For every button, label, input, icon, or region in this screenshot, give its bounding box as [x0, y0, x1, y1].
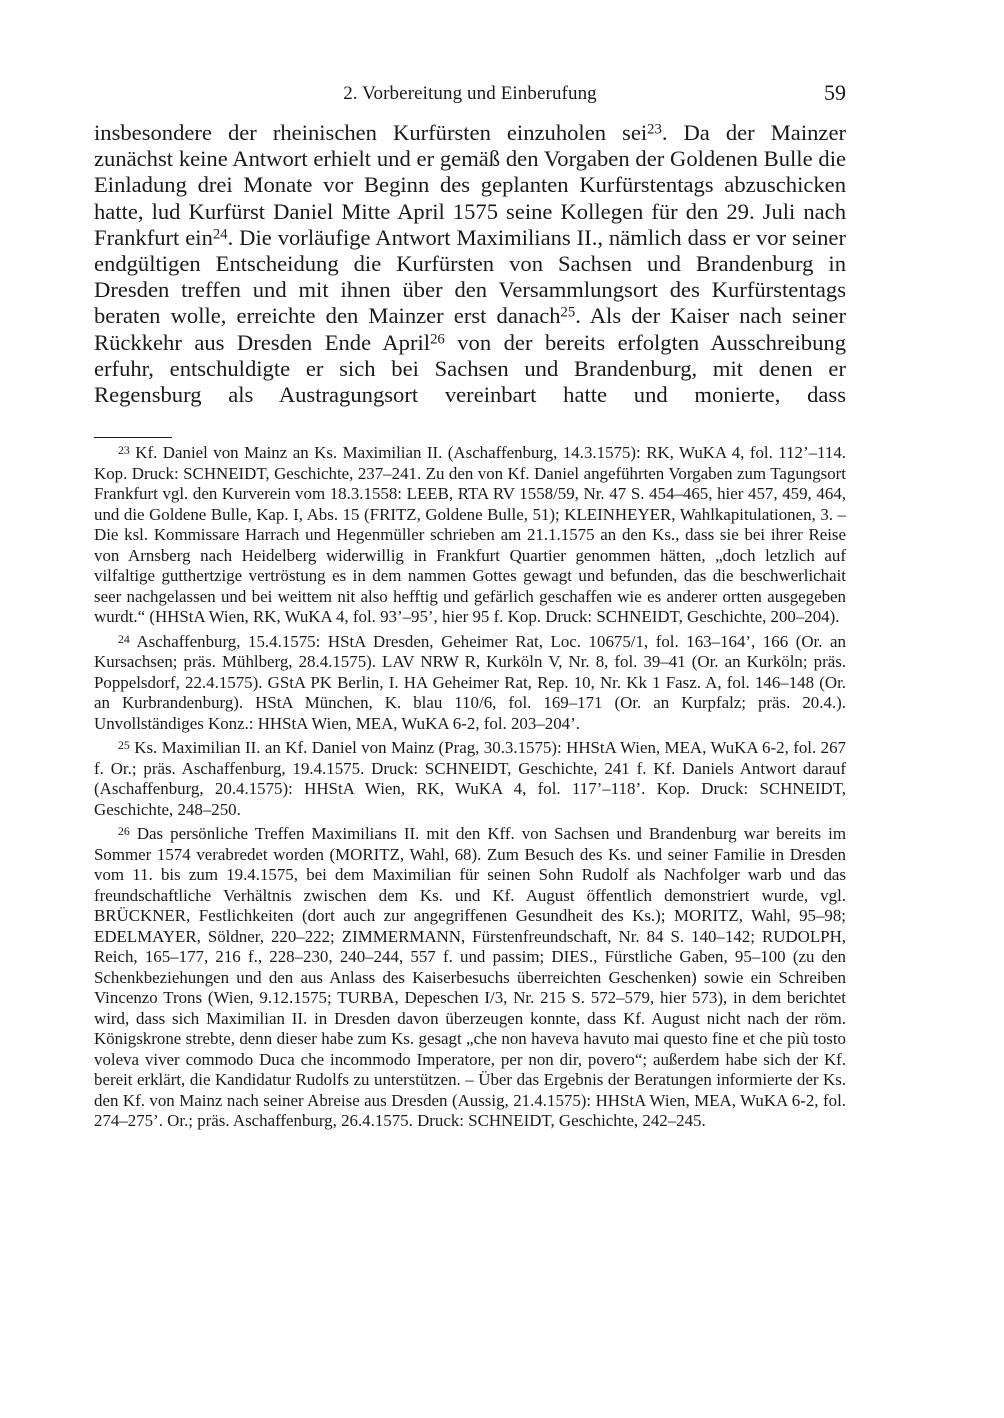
footnote-number: 26 [118, 823, 130, 838]
footnote-ref: 25 [560, 304, 576, 321]
footnote-ref: 23 [647, 121, 662, 138]
footnote [94, 738, 846, 820]
footnote-text: Das persönliche Treffen Maximilians II. mit den Kff. von Sachsen und Brandenburg war bereits im Sommer 1574 verabredet worden (MORITZ, Wahl, 68). Zum Besuch des Ks. und seiner Familie in Dresden vom 11. bis zum 19.4.1575, bei dem Maximilian für seinen Sohn Rudolf als Nachfolger warb und das freundschaftliche Verhältnis zwischen dem Ks. und Kf. August öffentlich demonstriert wurde, vgl. BRÜCKNER, Festlichkeiten (dort auch zur angegriffenen Gesundheit des Ks.); MORITZ, Wahl, 95–98; EDELMAYER, Söldner, 220–222; ZIMMERMANN, Fürstenfreundschaft, Nr. 84 S. 140–142; RUDOLPH, Reich, 165–177, 216 f., 228–230, 240–244, 557 f. und passim; DIES., Fürstliche Gaben, 95–100 (zu den Schenkbeziehungen und den aus Anlass des Kaiserbesuchs überreichten Geschenken) sowie ein Schreiben Vincenzo Trons (Wien, 9.12.1575; TURBA, Depeschen I/3, Nr. 215 S. 572–579, hier 573), in dem berichtet wird, dass sich Maximilian II. in Dresden davon überzeugen konnte, dass Kf. August nicht nach der röm. Königskrone strebte, denn dieser habe zum Ks. gesagt „che non haveva havuto mai questo fine et che più tosto voleva viver commodo Duca che incommodo Imperatore, per non dir, povero“; außerdem habe sich der Kf. bereit erklärt, die Kandidatur Rudolfs zu unterstützen. – Über das Ergebnis der Beratungen informierte der Ks. den Kf. von Mainz nach seiner Abreise aus Dresden (Aussig, 21.4.1575): HHStA Wien, MEA, WuKA 6-2, fol. 274–275’. Or.; präs. Aschaffenburg, 26.4.1575. Druck: SCHNEIDT, Geschichte, 242–245. [94, 824, 846, 1130]
footnote [94, 443, 846, 628]
footnote-text: Kf. Daniel von Mainz an Ks. Maximilian II. (Aschaffenburg, 14.3.1575): RK, WuKA 4, fol. 112’–114. Kop. Druck: SCHNEIDT, Geschichte, 237–241. Zu den von Kf. Daniel angeführten Vorgaben zum Tagungsort Frankfurt vgl. den Kurverein vom 18.3.1558: LEEB, RTA RV 1558/59, Nr. 47 S. 454–465, hier 457, 459, 464, und die Goldene Bulle, Kap. I, Abs. 15 (FRITZ, Goldene Bulle, 51); KLEINHEYER, Wahlkapitulationen, 3. – Die ksl. Kommissare Harrach und Hegenmüller schrieben am 21.1.1575 an den Ks., dass sie bei ihrer Reise von Arnsberg nach Heidelberg widerwillig in Frankfurt Quartier genommen hätten, „doch letzlich auf vilfaltige gutthertzige vertröstung es in dem nammen Gottes gewagt und befunden, das die beschwerlichait seer nachgelassen und bei weittem nit also hefftig und gefärlich geschaffen wie es anderer ortten ausgegeben wurdt.“ (HHStA Wien, RK, WuKA 4, fol. 93’–95’, hier 95 f. Kop. Druck: SCHNEIDT, Geschichte, 200–204). [94, 443, 846, 626]
footnote-text: Ks. Maximilian II. an Kf. Daniel von Mainz (Prag, 30.3.1575): HHStA Wien, MEA, WuKA 6-2, fol. 267 f. Or.; präs. Aschaffenburg, 19.4.1575. Druck: SCHNEIDT, Geschichte, 241 f. Kf. Daniels Antwort darauf (Aschaffenburg, 20.4.1575): HHStA Wien, RK, WuKA 4, fol. 117’–118’. Kop. Druck: SCHNEIDT, Geschichte, 248–250. [94, 738, 846, 819]
footnote-rule [94, 437, 172, 438]
running-header [94, 80, 846, 110]
footnote-ref: 26 [430, 331, 445, 348]
footnote [94, 632, 846, 735]
footnote [94, 824, 846, 1132]
running-title: 2. Vorbereitung und Einberufung [343, 83, 597, 104]
footnote-number: 23 [118, 442, 130, 457]
footnotes [94, 443, 846, 1136]
body-paragraph: insbesondere der rheinischen Kurfürsten einzuholen sei$^{23}$. Da der Mainzer zunächst keine Antwort erhielt und er gemäß den Vorgaben der Goldenen Bulle die Einladung drei Monate vor Beginn des geplanten Kurfürstentags abzuschicken hatte, lud Kurfürst Daniel Mitte April 1575 seine Kollegen für den 29. Juli nach Frankfurt ein$^{24}$. Die vorläufige Antwort Maximilians II., nämlich dass er vor seiner endgültigen Entscheidung die Kurfürsten von Sachsen und Brandenburg in Dresden treffen und mit ihnen über den Versammlungsort des Kurfürstentags beraten wolle, erreichte den Mainzer erst danach$^{25}$. Als der Kaiser nach seiner Rückkehr aus Dresden Ende April$^{26}$ von der bereits erfolgten Ausschreibung erfuhr, entschuldigte er sich bei Sachsen und Brandenburg, mit denen er Regensburg als Austragungsort vereinbart hatte und monierte, dass [94, 120, 846, 408]
page-number: 59 [824, 80, 846, 105]
footnote-number: 24 [118, 631, 130, 646]
footnote-text: Aschaffenburg, 15.4.1575: HStA Dresden, Geheimer Rat, Loc. 10675/1, fol. 163–164’, 166 (Or. an Kursachsen; präs. Mühlberg, 28.4.1575). LAV NRW R, Kurköln V, Nr. 8, fol. 39–41 (Or. an Kurköln; präs. Poppelsdorf, 22.4.1575). GStA PK Berlin, I. HA Geheimer Rat, Rep. 10, Nr. Kk 1 Fasz. A, fol. 146–148 (Or. an Kurbrandenburg). HStA München, K. blau 110/6, fol. 169–171 (Or. an Kurpfalz; präs. 20.4.). Unvollständiges Konz.: HHStA Wien, MEA, WuKA 6-2, fol. 203–204’. [94, 631, 846, 733]
footnote-number: 25 [118, 737, 130, 752]
footnote-ref: 24 [212, 226, 228, 243]
